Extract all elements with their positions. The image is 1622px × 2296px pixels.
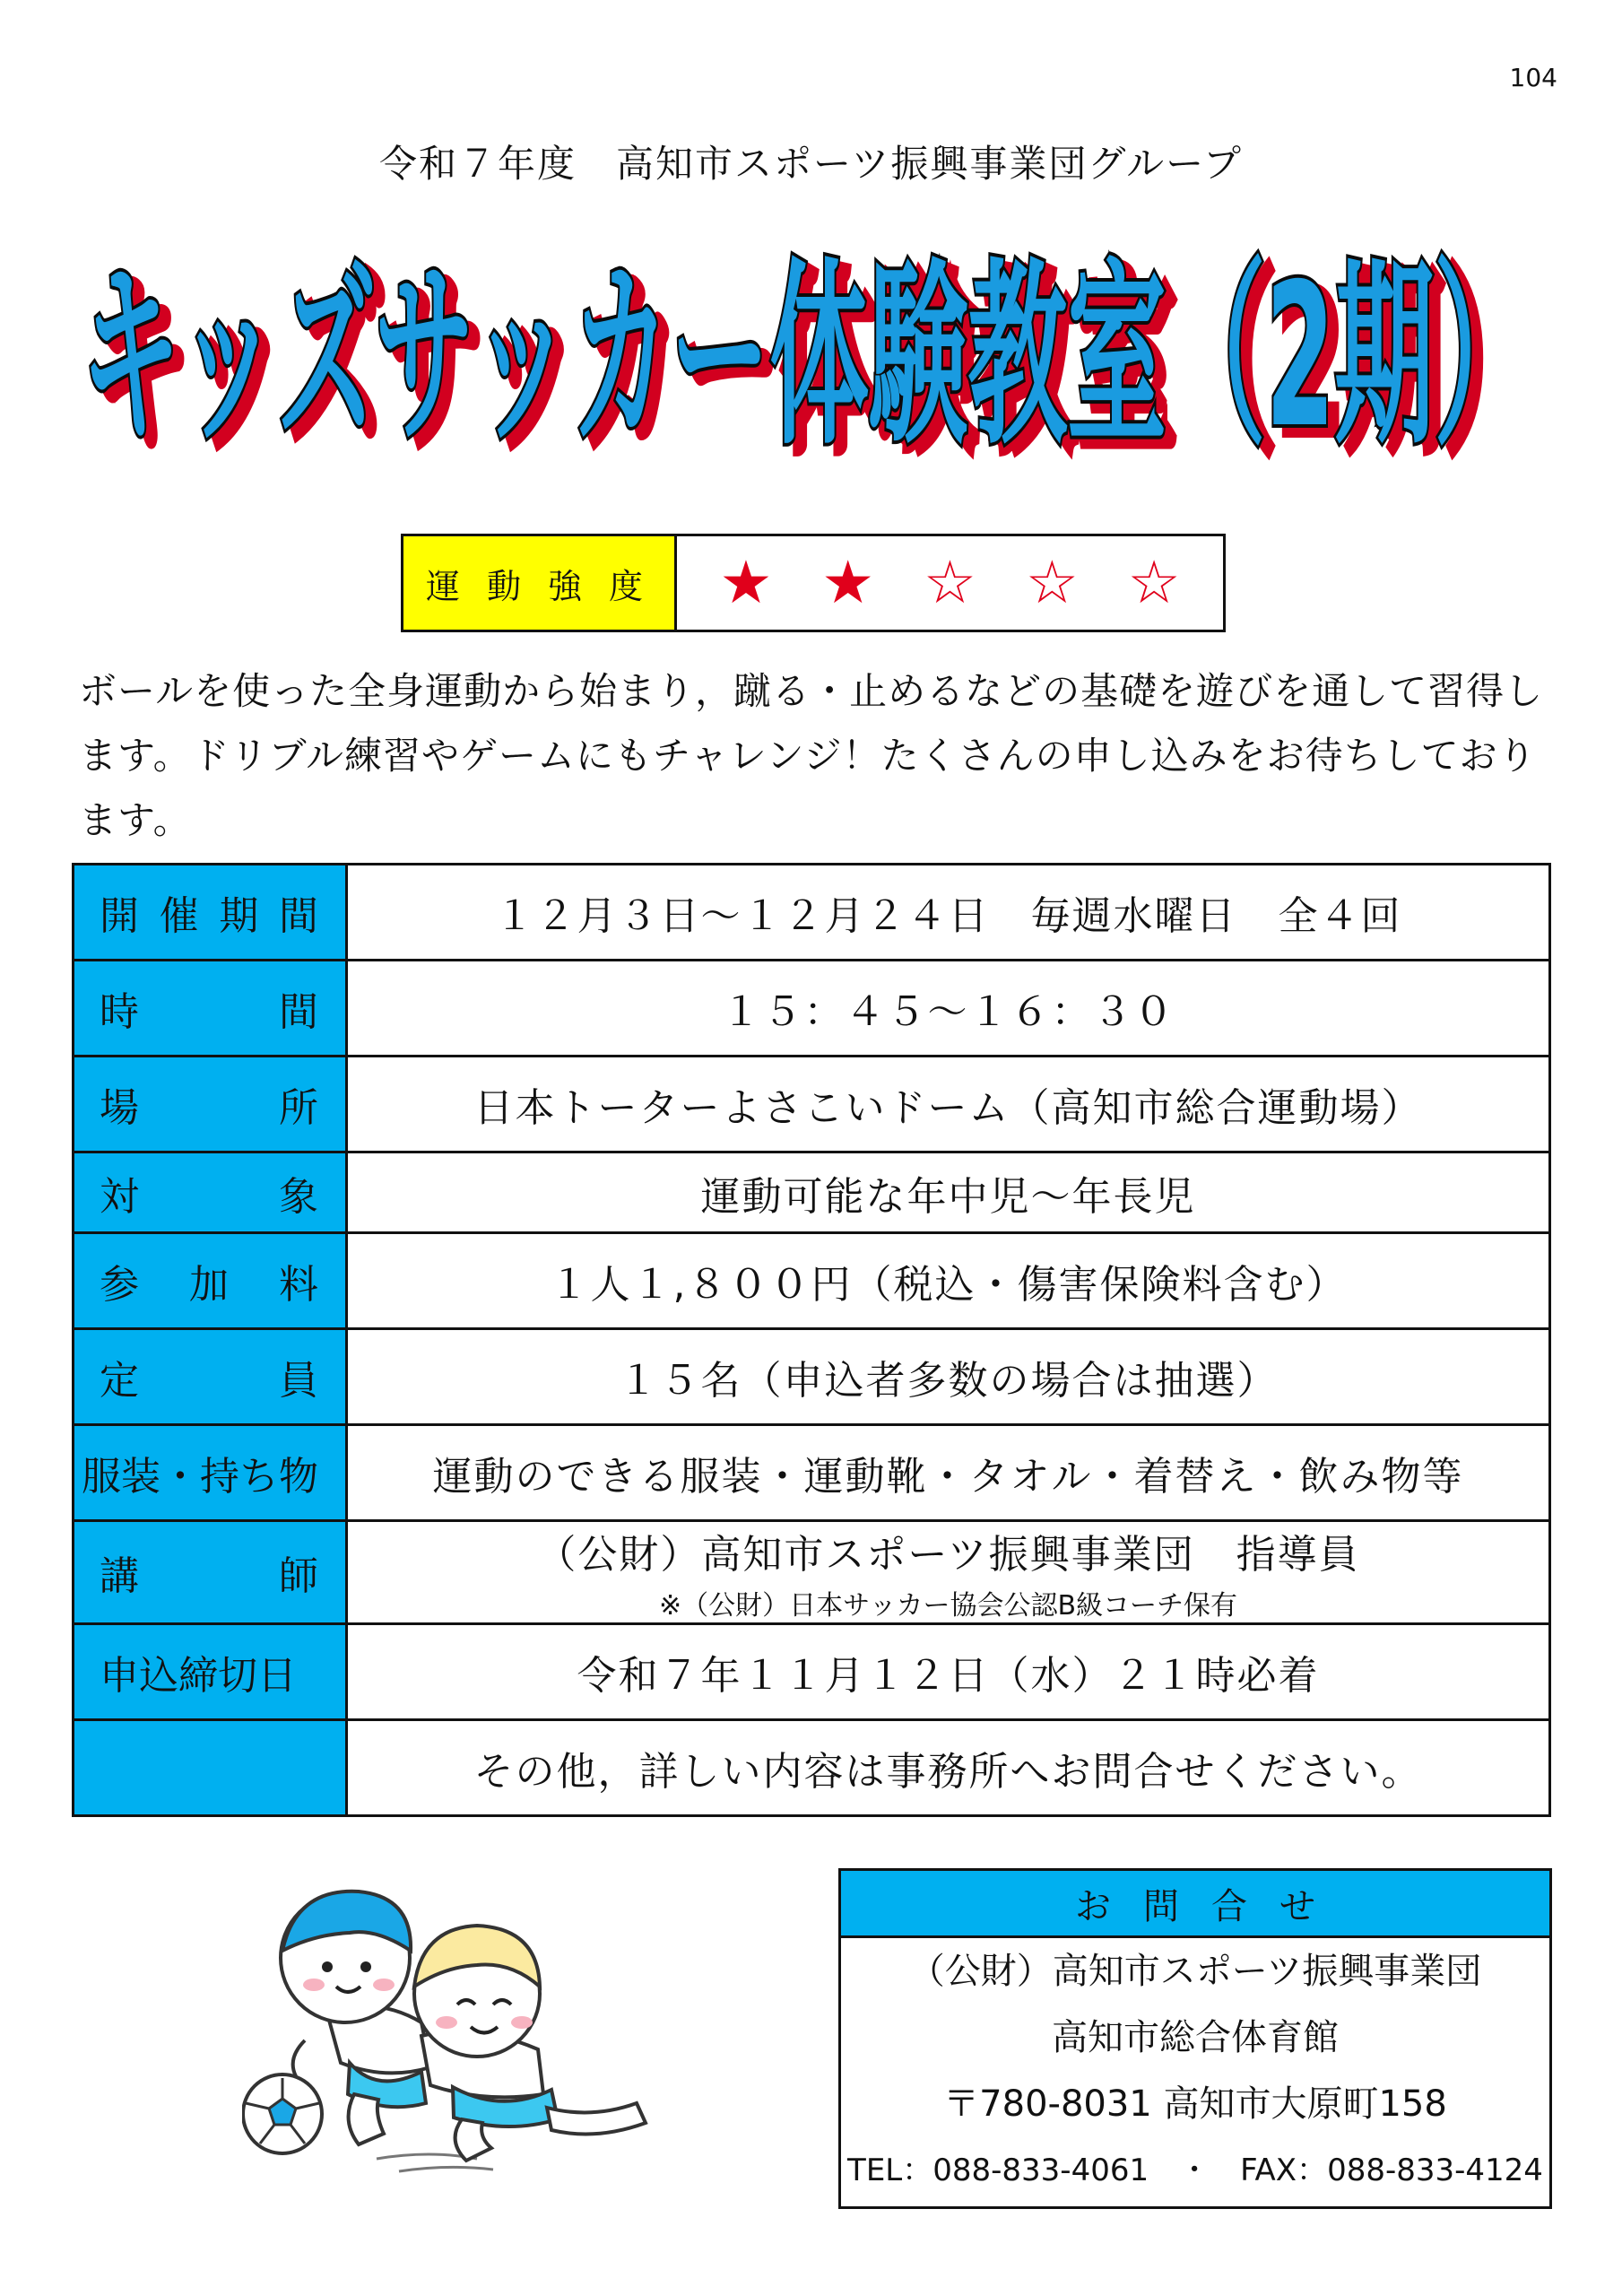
row-value (347, 1624, 1550, 1720)
row-value-text: 運動可能な年中児～年長児 (700, 1173, 1196, 1220)
contact-organization: （公財）高知市スポーツ振興事業団 (908, 1951, 1482, 1992)
row-label-char: 場 (100, 1085, 139, 1131)
intensity-stars (677, 536, 1223, 630)
row-label (74, 1425, 347, 1521)
table-row (74, 1521, 1550, 1624)
title-banner (54, 193, 1569, 498)
contact-heading: お問合せ (841, 1871, 1549, 1938)
intensity-label: 運動強度 (403, 536, 677, 630)
contact-box (838, 1868, 1552, 2209)
star-icon: ★ (719, 548, 773, 617)
row-label (74, 961, 347, 1057)
table-row (74, 1057, 1550, 1152)
description-line: ます。ドリブル練習やゲームにもチャレンジ！たくさんの申し込みをお待ちしており (79, 734, 1537, 778)
row-label (74, 1521, 347, 1624)
row-value-text: １５名（申込者多数の場合は抽選） (618, 1358, 1279, 1404)
organization-line: 令和７年度 高知市スポーツ振興事業団グループ (379, 142, 1243, 186)
row-label-char: 服装・持ち物 (82, 1454, 318, 1500)
contact-address: 〒780-8031 高知市大原町158 (943, 2083, 1447, 2125)
row-label (74, 1720, 347, 1816)
row-value-text: １５：４５～１６：３０ (721, 989, 1175, 1035)
title-text: キッズサッカー体験教室（2期） (81, 241, 1533, 471)
row-label-char: 参 (100, 1262, 139, 1308)
row-value-text: （公財）高知市スポーツ振興事業団 指導員 (536, 1532, 1360, 1578)
row-label (74, 1057, 347, 1152)
table-row (74, 1720, 1550, 1816)
table-row (74, 1233, 1550, 1329)
description-line: ボールを使った全身運動から始まり，蹴る・止めるなどの基礎を遊びを通して習得し (79, 669, 1544, 713)
row-value (347, 865, 1550, 961)
row-value-text: 令和７年１１月１２日（水）２１時必着 (577, 1653, 1320, 1699)
row-value (347, 1152, 1550, 1233)
row-label (74, 1152, 347, 1233)
table-row (74, 1425, 1550, 1521)
page-number: 104 (1509, 63, 1557, 92)
row-label-char: 開 (100, 893, 139, 939)
row-label-char: 定 (100, 1358, 139, 1404)
row-label-char: 料 (279, 1262, 318, 1308)
row-label-char: 加 (189, 1262, 229, 1308)
table-row (74, 1624, 1550, 1720)
row-value (347, 1329, 1550, 1425)
star-outline-icon: ☆ (1127, 548, 1181, 617)
row-label (74, 1624, 347, 1720)
row-label-char: 講 (100, 1553, 139, 1599)
row-value-text: １２月３日～１２月２４日 毎週水曜日 全４回 (494, 893, 1402, 939)
description-line: ます。 (79, 798, 192, 842)
row-label (74, 865, 347, 961)
row-value-note: ※（公財）日本サッカー協会公認B級コーチ保有 (658, 1590, 1238, 1622)
row-value (347, 961, 1550, 1057)
row-label-char: 所 (279, 1085, 318, 1131)
contact-phone-fax: TEL：088-833-4061 ・ FAX：088-833-4124 (847, 2152, 1543, 2188)
row-label-char: 申込締切日 (100, 1653, 297, 1699)
row-label-char: 対 (100, 1173, 139, 1220)
row-label-char: 師 (279, 1553, 318, 1599)
row-value-text: １人１,８００円（税込・傷害保険料含む） (549, 1262, 1348, 1308)
row-label-char: 員 (279, 1358, 318, 1404)
info-table (72, 863, 1551, 1817)
row-value (347, 1521, 1550, 1624)
table-row (74, 1152, 1550, 1233)
row-label-char: 催 (159, 893, 199, 939)
title-shadow: キッズサッカー体験教室（2期） (91, 250, 1544, 480)
row-label-char: 間 (279, 989, 318, 1035)
row-label-char: 時 (100, 989, 139, 1035)
table-row (74, 865, 1550, 961)
description (79, 659, 1558, 853)
row-value-text: 運動のできる服装・運動靴・タオル・着替え・飲み物等 (432, 1454, 1464, 1500)
row-label-char: 象 (279, 1173, 318, 1220)
row-label-char: 期 (219, 893, 259, 939)
contact-venue: 高知市総合体育館 (1052, 2017, 1339, 2058)
star-outline-icon: ☆ (923, 548, 977, 617)
row-label (74, 1233, 347, 1329)
star-icon: ★ (821, 548, 875, 617)
row-value (347, 1425, 1550, 1521)
row-value-text: 日本トーターよさこいドーム（高知市総合運動場） (473, 1085, 1423, 1131)
row-value-text: その他，詳しい内容は事務所へお問合せください。 (473, 1749, 1423, 1795)
row-value (347, 1057, 1550, 1152)
table-row (74, 961, 1550, 1057)
row-label-char: 間 (278, 893, 318, 939)
row-value (347, 1233, 1550, 1329)
row-label (74, 1329, 347, 1425)
table-row (74, 1329, 1550, 1425)
kids-soccer-illustration (242, 1879, 664, 2175)
row-value (347, 1720, 1550, 1816)
star-outline-icon: ☆ (1025, 548, 1079, 617)
exercise-intensity-box (401, 534, 1226, 632)
